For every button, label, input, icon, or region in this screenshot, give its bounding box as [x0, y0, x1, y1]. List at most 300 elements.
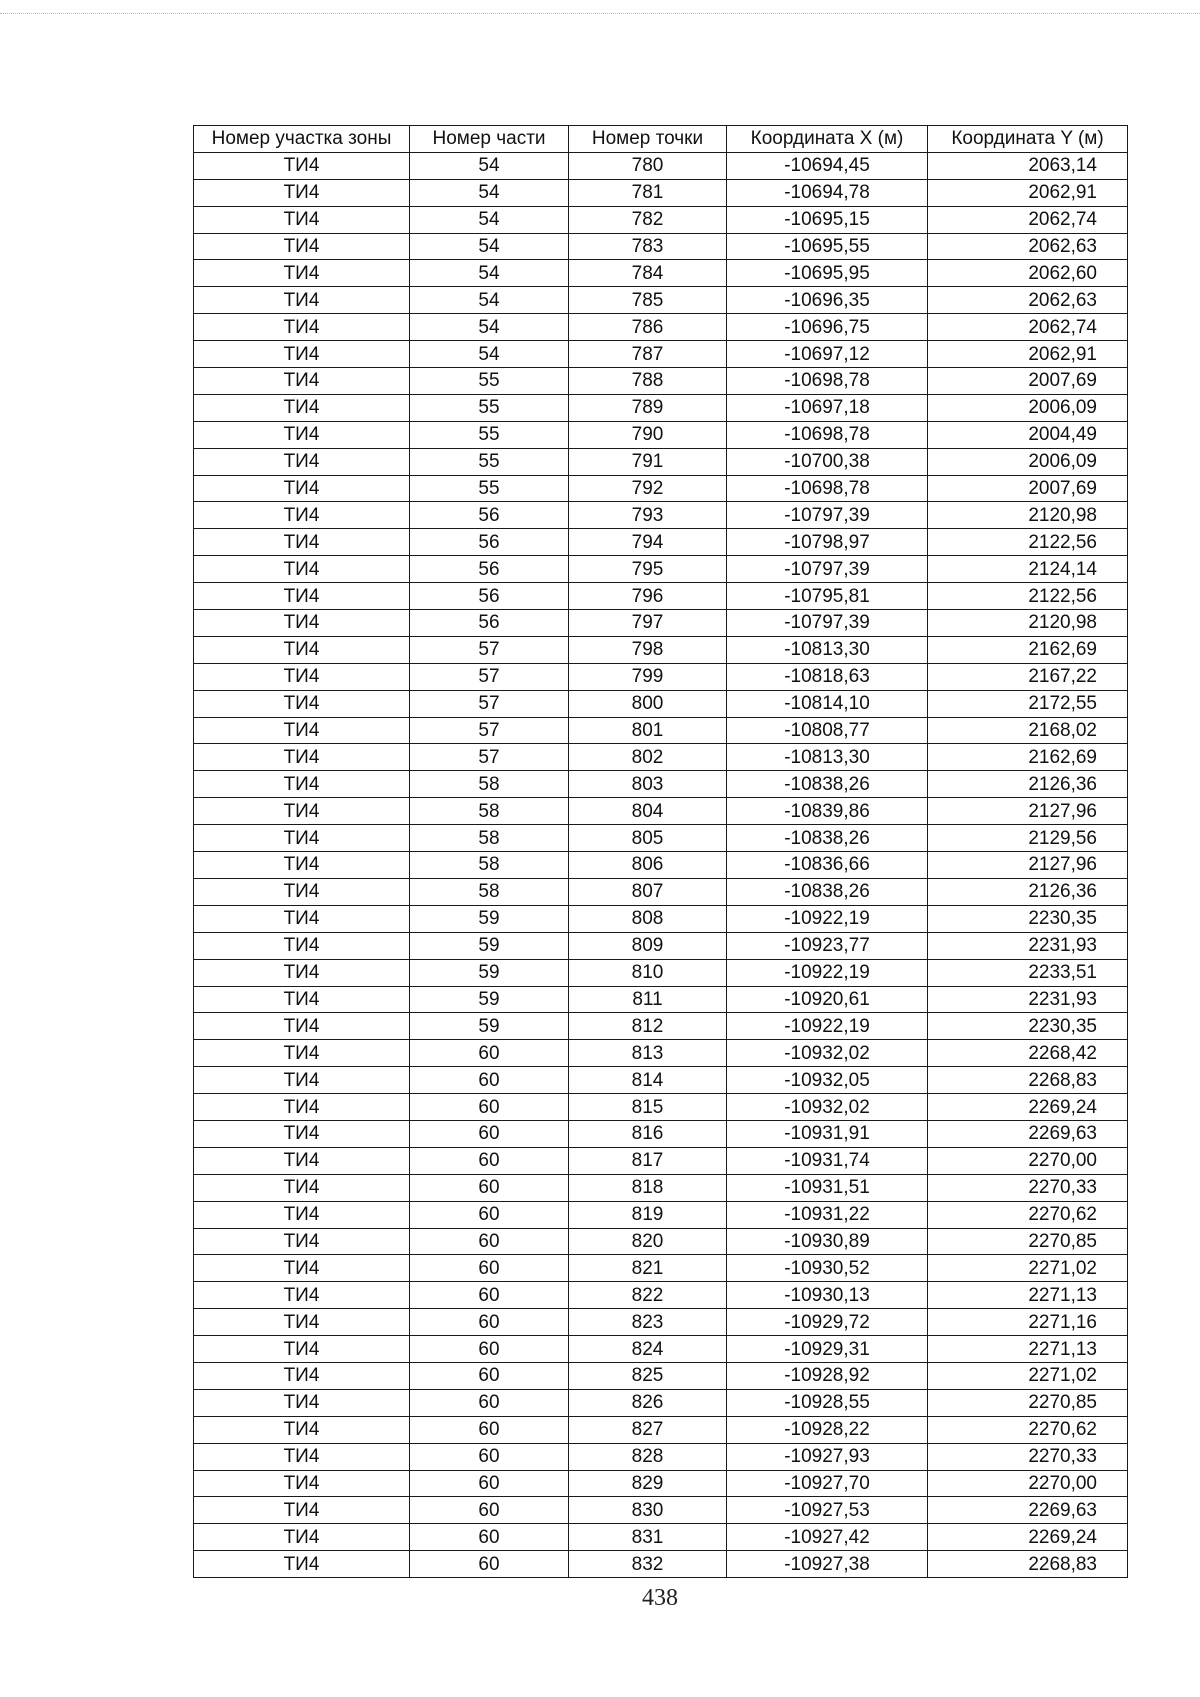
- cell-coordinate-y: 2167,22: [928, 663, 1128, 690]
- page-number: 438: [642, 1585, 678, 1611]
- cell-point-number: 808: [569, 905, 727, 932]
- table-row: [194, 475, 1128, 502]
- table-row: [194, 260, 1128, 287]
- table-row: [194, 825, 1128, 852]
- cell-zone-number: ТИ4: [194, 1282, 410, 1309]
- cell-point-number: 823: [569, 1309, 727, 1336]
- cell-zone-number: ТИ4: [194, 1551, 410, 1578]
- header-part-number: Номер части: [410, 126, 569, 153]
- cell-coordinate-y: 2233,51: [928, 959, 1128, 986]
- cell-part-number: 59: [410, 905, 569, 932]
- cell-coordinate-y: 2231,93: [928, 932, 1128, 959]
- cell-part-number: 57: [410, 717, 569, 744]
- cell-zone-number: ТИ4: [194, 744, 410, 771]
- table-row: [194, 1336, 1128, 1363]
- cell-zone-number: ТИ4: [194, 690, 410, 717]
- cell-coordinate-y: 2007,69: [928, 475, 1128, 502]
- table-header-row: [194, 126, 1128, 153]
- cell-point-number: 783: [569, 233, 727, 260]
- cell-coordinate-x: -10927,38: [727, 1551, 928, 1578]
- cell-point-number: 800: [569, 690, 727, 717]
- cell-zone-number: ТИ4: [194, 206, 410, 233]
- cell-point-number: 797: [569, 610, 727, 637]
- table-row: [194, 852, 1128, 879]
- cell-coordinate-x: -10836,66: [727, 852, 928, 879]
- cell-coordinate-y: 2062,63: [928, 287, 1128, 314]
- cell-coordinate-y: 2062,91: [928, 179, 1128, 206]
- cell-coordinate-y: 2231,93: [928, 986, 1128, 1013]
- table-row: [194, 368, 1128, 395]
- table-row: [194, 341, 1128, 368]
- cell-part-number: 60: [410, 1147, 569, 1174]
- cell-point-number: 786: [569, 314, 727, 341]
- cell-point-number: 817: [569, 1147, 727, 1174]
- cell-zone-number: ТИ4: [194, 825, 410, 852]
- cell-part-number: 54: [410, 260, 569, 287]
- cell-point-number: 825: [569, 1362, 727, 1389]
- cell-coordinate-x: -10797,39: [727, 502, 928, 529]
- cell-part-number: 60: [410, 1524, 569, 1551]
- table-row: [194, 959, 1128, 986]
- cell-point-number: 824: [569, 1336, 727, 1363]
- table-row: [194, 1040, 1128, 1067]
- cell-zone-number: ТИ4: [194, 1094, 410, 1121]
- cell-coordinate-x: -10931,22: [727, 1201, 928, 1228]
- cell-coordinate-y: 2230,35: [928, 905, 1128, 932]
- cell-part-number: 60: [410, 1201, 569, 1228]
- table-row: [194, 878, 1128, 905]
- cell-part-number: 59: [410, 932, 569, 959]
- cell-point-number: 799: [569, 663, 727, 690]
- cell-point-number: 811: [569, 986, 727, 1013]
- header-coordinate-x: Координата X (м): [727, 126, 928, 153]
- table-row: [194, 690, 1128, 717]
- cell-coordinate-x: -10695,15: [727, 206, 928, 233]
- cell-coordinate-y: 2270,00: [928, 1470, 1128, 1497]
- table-row: [194, 636, 1128, 663]
- cell-point-number: 791: [569, 448, 727, 475]
- cell-zone-number: ТИ4: [194, 152, 410, 179]
- cell-part-number: 60: [410, 1174, 569, 1201]
- cell-point-number: 816: [569, 1120, 727, 1147]
- cell-zone-number: ТИ4: [194, 502, 410, 529]
- header-coordinate-y: Координата Y (м): [928, 126, 1128, 153]
- cell-coordinate-x: -10928,55: [727, 1389, 928, 1416]
- cell-part-number: 58: [410, 825, 569, 852]
- cell-coordinate-y: 2006,09: [928, 448, 1128, 475]
- cell-zone-number: ТИ4: [194, 475, 410, 502]
- cell-zone-number: ТИ4: [194, 341, 410, 368]
- cell-zone-number: ТИ4: [194, 1228, 410, 1255]
- cell-coordinate-x: -10922,19: [727, 1013, 928, 1040]
- table-row: [194, 233, 1128, 260]
- cell-zone-number: ТИ4: [194, 448, 410, 475]
- cell-coordinate-x: -10932,02: [727, 1040, 928, 1067]
- table-row: [194, 1443, 1128, 1470]
- cell-point-number: 787: [569, 341, 727, 368]
- cell-zone-number: ТИ4: [194, 529, 410, 556]
- cell-point-number: 807: [569, 878, 727, 905]
- cell-part-number: 55: [410, 475, 569, 502]
- cell-zone-number: ТИ4: [194, 179, 410, 206]
- cell-coordinate-x: -10695,95: [727, 260, 928, 287]
- cell-coordinate-y: 2062,63: [928, 233, 1128, 260]
- cell-zone-number: ТИ4: [194, 1255, 410, 1282]
- table-row: [194, 717, 1128, 744]
- cell-coordinate-x: -10928,92: [727, 1362, 928, 1389]
- cell-part-number: 54: [410, 341, 569, 368]
- cell-coordinate-y: 2062,91: [928, 341, 1128, 368]
- cell-part-number: 60: [410, 1040, 569, 1067]
- cell-point-number: 806: [569, 852, 727, 879]
- cell-zone-number: ТИ4: [194, 1443, 410, 1470]
- cell-part-number: 59: [410, 986, 569, 1013]
- cell-part-number: 59: [410, 959, 569, 986]
- table-row: [194, 744, 1128, 771]
- cell-coordinate-y: 2271,13: [928, 1282, 1128, 1309]
- cell-zone-number: ТИ4: [194, 610, 410, 637]
- cell-point-number: 826: [569, 1389, 727, 1416]
- cell-coordinate-x: -10698,78: [727, 475, 928, 502]
- cell-coordinate-y: 2270,00: [928, 1147, 1128, 1174]
- cell-coordinate-y: 2062,74: [928, 206, 1128, 233]
- cell-coordinate-x: -10931,74: [727, 1147, 928, 1174]
- cell-point-number: 802: [569, 744, 727, 771]
- table-row: [194, 1201, 1128, 1228]
- cell-coordinate-x: -10922,19: [727, 959, 928, 986]
- cell-point-number: 798: [569, 636, 727, 663]
- cell-coordinate-x: -10920,61: [727, 986, 928, 1013]
- cell-point-number: 820: [569, 1228, 727, 1255]
- cell-zone-number: ТИ4: [194, 905, 410, 932]
- cell-part-number: 56: [410, 502, 569, 529]
- table-row: [194, 1470, 1128, 1497]
- cell-part-number: 54: [410, 314, 569, 341]
- cell-part-number: 56: [410, 610, 569, 637]
- cell-coordinate-y: 2162,69: [928, 744, 1128, 771]
- cell-part-number: 60: [410, 1470, 569, 1497]
- cell-point-number: 821: [569, 1255, 727, 1282]
- cell-part-number: 57: [410, 690, 569, 717]
- table-row: [194, 1174, 1128, 1201]
- cell-zone-number: ТИ4: [194, 932, 410, 959]
- table-row: [194, 1282, 1128, 1309]
- cell-coordinate-y: 2270,85: [928, 1389, 1128, 1416]
- cell-part-number: 54: [410, 179, 569, 206]
- cell-coordinate-y: 2168,02: [928, 717, 1128, 744]
- table-row: [194, 1497, 1128, 1524]
- cell-coordinate-x: -10839,86: [727, 798, 928, 825]
- cell-coordinate-y: 2270,62: [928, 1201, 1128, 1228]
- cell-point-number: 827: [569, 1416, 727, 1443]
- cell-point-number: 809: [569, 932, 727, 959]
- cell-point-number: 796: [569, 583, 727, 610]
- cell-coordinate-x: -10927,42: [727, 1524, 928, 1551]
- table-row: [194, 394, 1128, 421]
- cell-coordinate-x: -10797,39: [727, 610, 928, 637]
- cell-part-number: 54: [410, 206, 569, 233]
- cell-zone-number: ТИ4: [194, 314, 410, 341]
- cell-coordinate-x: -10694,78: [727, 179, 928, 206]
- cell-coordinate-x: -10798,97: [727, 529, 928, 556]
- cell-coordinate-x: -10813,30: [727, 744, 928, 771]
- cell-point-number: 830: [569, 1497, 727, 1524]
- cell-coordinate-y: 2270,62: [928, 1416, 1128, 1443]
- cell-zone-number: ТИ4: [194, 421, 410, 448]
- cell-coordinate-y: 2124,14: [928, 556, 1128, 583]
- cell-coordinate-y: 2271,13: [928, 1336, 1128, 1363]
- cell-coordinate-y: 2269,24: [928, 1094, 1128, 1121]
- cell-point-number: 818: [569, 1174, 727, 1201]
- cell-part-number: 60: [410, 1416, 569, 1443]
- cell-part-number: 60: [410, 1443, 569, 1470]
- cell-point-number: 792: [569, 475, 727, 502]
- cell-coordinate-y: 2268,83: [928, 1067, 1128, 1094]
- cell-coordinate-x: -10932,05: [727, 1067, 928, 1094]
- cell-coordinate-x: -10927,93: [727, 1443, 928, 1470]
- cell-coordinate-y: 2270,33: [928, 1443, 1128, 1470]
- cell-coordinate-y: 2271,02: [928, 1255, 1128, 1282]
- cell-point-number: 810: [569, 959, 727, 986]
- cell-point-number: 815: [569, 1094, 727, 1121]
- cell-coordinate-y: 2271,16: [928, 1309, 1128, 1336]
- cell-part-number: 60: [410, 1389, 569, 1416]
- cell-zone-number: ТИ4: [194, 1120, 410, 1147]
- cell-coordinate-y: 2006,09: [928, 394, 1128, 421]
- cell-zone-number: ТИ4: [194, 1067, 410, 1094]
- cell-zone-number: ТИ4: [194, 368, 410, 395]
- cell-part-number: 55: [410, 394, 569, 421]
- cell-part-number: 60: [410, 1336, 569, 1363]
- cell-zone-number: ТИ4: [194, 1362, 410, 1389]
- table-row: [194, 1362, 1128, 1389]
- cell-point-number: 781: [569, 179, 727, 206]
- cell-coordinate-y: 2062,74: [928, 314, 1128, 341]
- cell-coordinate-x: -10838,26: [727, 771, 928, 798]
- cell-coordinate-y: 2007,69: [928, 368, 1128, 395]
- cell-coordinate-x: -10698,78: [727, 421, 928, 448]
- cell-point-number: 790: [569, 421, 727, 448]
- table-row: [194, 1309, 1128, 1336]
- cell-part-number: 57: [410, 636, 569, 663]
- cell-point-number: 793: [569, 502, 727, 529]
- cell-coordinate-x: -10929,72: [727, 1309, 928, 1336]
- table-row: [194, 610, 1128, 637]
- cell-zone-number: ТИ4: [194, 260, 410, 287]
- cell-coordinate-y: 2270,33: [928, 1174, 1128, 1201]
- cell-part-number: 60: [410, 1094, 569, 1121]
- cell-coordinate-x: -10797,39: [727, 556, 928, 583]
- cell-zone-number: ТИ4: [194, 1309, 410, 1336]
- cell-coordinate-x: -10814,10: [727, 690, 928, 717]
- cell-part-number: 54: [410, 233, 569, 260]
- cell-coordinate-y: 2120,98: [928, 502, 1128, 529]
- cell-coordinate-x: -10813,30: [727, 636, 928, 663]
- cell-point-number: 785: [569, 287, 727, 314]
- cell-part-number: 54: [410, 152, 569, 179]
- cell-coordinate-x: -10698,78: [727, 368, 928, 395]
- table-row: [194, 1228, 1128, 1255]
- cell-point-number: 803: [569, 771, 727, 798]
- header-zone-number: Номер участка зоны: [194, 126, 410, 153]
- table-row: [194, 556, 1128, 583]
- cell-coordinate-y: 2004,49: [928, 421, 1128, 448]
- cell-coordinate-y: 2062,60: [928, 260, 1128, 287]
- cell-coordinate-x: -10927,53: [727, 1497, 928, 1524]
- cell-zone-number: ТИ4: [194, 287, 410, 314]
- cell-zone-number: ТИ4: [194, 771, 410, 798]
- cell-part-number: 56: [410, 583, 569, 610]
- cell-coordinate-x: -10838,26: [727, 878, 928, 905]
- table-row: [194, 663, 1128, 690]
- cell-coordinate-y: 2127,96: [928, 852, 1128, 879]
- cell-point-number: 831: [569, 1524, 727, 1551]
- table-row: [194, 206, 1128, 233]
- cell-point-number: 822: [569, 1282, 727, 1309]
- cell-coordinate-x: -10694,45: [727, 152, 928, 179]
- cell-part-number: 56: [410, 529, 569, 556]
- cell-part-number: 57: [410, 744, 569, 771]
- cell-coordinate-x: -10697,18: [727, 394, 928, 421]
- cell-coordinate-y: 2172,55: [928, 690, 1128, 717]
- cell-zone-number: ТИ4: [194, 878, 410, 905]
- cell-part-number: 58: [410, 771, 569, 798]
- cell-coordinate-y: 2268,83: [928, 1551, 1128, 1578]
- cell-part-number: 56: [410, 556, 569, 583]
- cell-zone-number: ТИ4: [194, 663, 410, 690]
- cell-zone-number: ТИ4: [194, 1389, 410, 1416]
- cell-point-number: 828: [569, 1443, 727, 1470]
- cell-coordinate-x: -10930,13: [727, 1282, 928, 1309]
- table-row: [194, 905, 1128, 932]
- cell-coordinate-x: -10932,02: [727, 1094, 928, 1121]
- cell-coordinate-y: 2271,02: [928, 1362, 1128, 1389]
- cell-coordinate-y: 2126,36: [928, 771, 1128, 798]
- cell-point-number: 805: [569, 825, 727, 852]
- cell-point-number: 780: [569, 152, 727, 179]
- cell-zone-number: ТИ4: [194, 717, 410, 744]
- cell-coordinate-x: -10696,35: [727, 287, 928, 314]
- table-row: [194, 1120, 1128, 1147]
- cell-coordinate-x: -10930,52: [727, 1255, 928, 1282]
- cell-part-number: 60: [410, 1255, 569, 1282]
- cell-coordinate-y: 2270,85: [928, 1228, 1128, 1255]
- table-row: [194, 502, 1128, 529]
- cell-point-number: 832: [569, 1551, 727, 1578]
- cell-zone-number: ТИ4: [194, 798, 410, 825]
- table-row: [194, 1013, 1128, 1040]
- cell-part-number: 54: [410, 287, 569, 314]
- cell-point-number: 819: [569, 1201, 727, 1228]
- cell-zone-number: ТИ4: [194, 1470, 410, 1497]
- cell-part-number: 55: [410, 421, 569, 448]
- cell-coordinate-x: -10808,77: [727, 717, 928, 744]
- cell-point-number: 795: [569, 556, 727, 583]
- cell-point-number: 794: [569, 529, 727, 556]
- table-row: [194, 1067, 1128, 1094]
- cell-point-number: 814: [569, 1067, 727, 1094]
- cell-zone-number: ТИ4: [194, 556, 410, 583]
- cell-point-number: 788: [569, 368, 727, 395]
- cell-point-number: 812: [569, 1013, 727, 1040]
- table-row: [194, 1416, 1128, 1443]
- cell-coordinate-x: -10922,19: [727, 905, 928, 932]
- table-row: [194, 1094, 1128, 1121]
- table-row: [194, 771, 1128, 798]
- cell-coordinate-y: 2126,36: [928, 878, 1128, 905]
- cell-part-number: 55: [410, 448, 569, 475]
- coordinates-table: [193, 125, 1128, 1578]
- cell-point-number: 804: [569, 798, 727, 825]
- table-row: [194, 932, 1128, 959]
- cell-coordinate-y: 2122,56: [928, 583, 1128, 610]
- cell-point-number: 782: [569, 206, 727, 233]
- cell-coordinate-y: 2269,63: [928, 1497, 1128, 1524]
- cell-zone-number: ТИ4: [194, 1497, 410, 1524]
- cell-zone-number: ТИ4: [194, 636, 410, 663]
- table-row: [194, 287, 1128, 314]
- cell-coordinate-y: 2269,24: [928, 1524, 1128, 1551]
- cell-part-number: 60: [410, 1309, 569, 1336]
- cell-point-number: 784: [569, 260, 727, 287]
- cell-zone-number: ТИ4: [194, 1040, 410, 1067]
- table-body: [194, 152, 1128, 1577]
- table-row: [194, 798, 1128, 825]
- cell-coordinate-x: -10927,70: [727, 1470, 928, 1497]
- cell-coordinate-x: -10930,89: [727, 1228, 928, 1255]
- cell-coordinate-x: -10929,31: [727, 1336, 928, 1363]
- cell-part-number: 60: [410, 1120, 569, 1147]
- cell-part-number: 60: [410, 1282, 569, 1309]
- cell-zone-number: ТИ4: [194, 1174, 410, 1201]
- cell-zone-number: ТИ4: [194, 233, 410, 260]
- cell-point-number: 829: [569, 1470, 727, 1497]
- header-point-number: Номер точки: [569, 126, 727, 153]
- cell-point-number: 789: [569, 394, 727, 421]
- cell-part-number: 55: [410, 368, 569, 395]
- table-row: [194, 986, 1128, 1013]
- cell-coordinate-x: -10838,26: [727, 825, 928, 852]
- cell-coordinate-y: 2268,42: [928, 1040, 1128, 1067]
- cell-part-number: 60: [410, 1067, 569, 1094]
- table-row: [194, 152, 1128, 179]
- cell-part-number: 58: [410, 878, 569, 905]
- cell-coordinate-x: -10697,12: [727, 341, 928, 368]
- table-row: [194, 448, 1128, 475]
- cell-part-number: 57: [410, 663, 569, 690]
- cell-coordinate-x: -10695,55: [727, 233, 928, 260]
- table-row: [194, 529, 1128, 556]
- cell-coordinate-x: -10923,77: [727, 932, 928, 959]
- cell-zone-number: ТИ4: [194, 1147, 410, 1174]
- cell-coordinate-x: -10931,91: [727, 1120, 928, 1147]
- cell-coordinate-y: 2269,63: [928, 1120, 1128, 1147]
- cell-coordinate-y: 2129,56: [928, 825, 1128, 852]
- table-row: [194, 1524, 1128, 1551]
- cell-part-number: 58: [410, 798, 569, 825]
- table-row: [194, 1255, 1128, 1282]
- table-row: [194, 1389, 1128, 1416]
- top-divider: [0, 13, 1200, 14]
- cell-coordinate-x: -10931,51: [727, 1174, 928, 1201]
- table-row: [194, 314, 1128, 341]
- cell-part-number: 60: [410, 1497, 569, 1524]
- table-row: [194, 1551, 1128, 1578]
- cell-zone-number: ТИ4: [194, 986, 410, 1013]
- table-row: [194, 179, 1128, 206]
- cell-zone-number: ТИ4: [194, 394, 410, 421]
- table-row: [194, 421, 1128, 448]
